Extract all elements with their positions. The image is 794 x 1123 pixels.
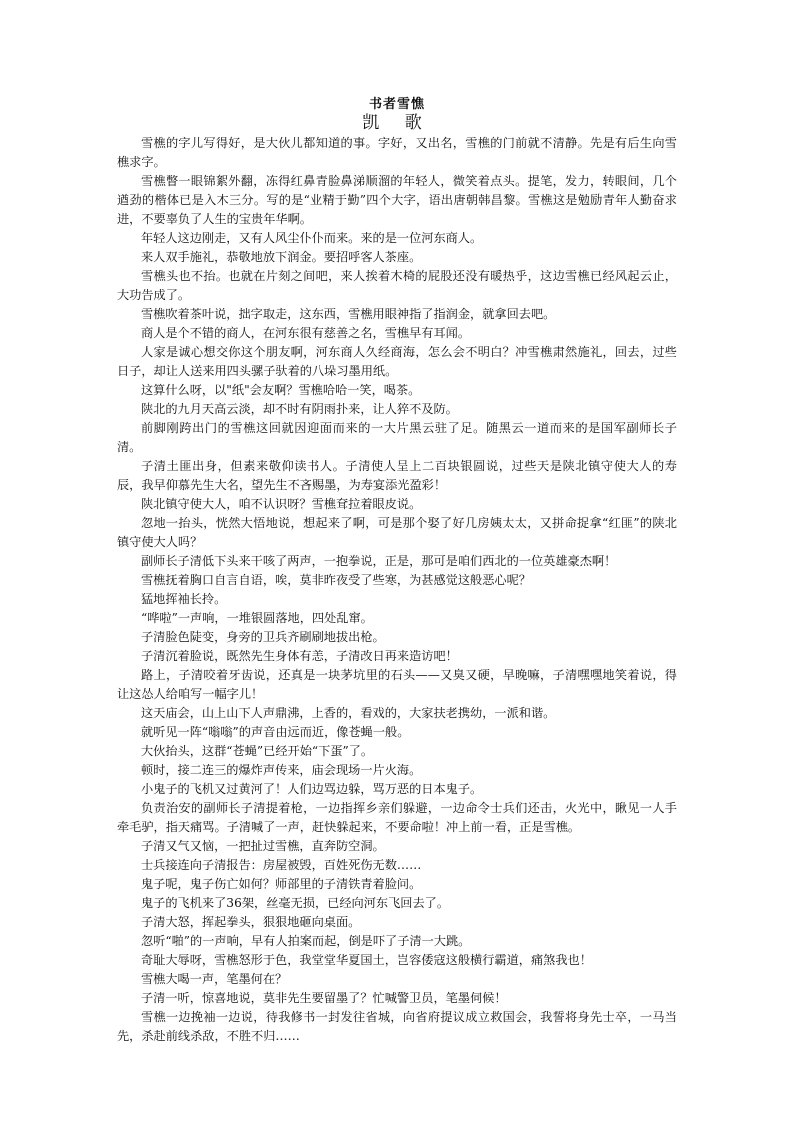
body-paragraph: 雪樵的字儿写得好，是大伙儿都知道的事。字好，又出名，雪樵的门前就不清静。先是有后生向雪樵求字。 bbox=[117, 136, 677, 169]
body-paragraph: 前脚刚跨出门的雪樵这回就因迎面而来的一大片黑云驻了足。随黑云一道而来的是国军副师长子清。 bbox=[117, 421, 677, 454]
body-paragraph: 就听见一阵“嗡嗡”的声音由远而近，像苍蝇一般。 bbox=[141, 725, 410, 739]
body-paragraph: 子清一听，惊喜地说，莫非先生要留墨了？忙喊警卫员，笔墨伺候！ bbox=[141, 991, 507, 1005]
body-paragraph: 子清大怒，挥起拳头，狠狠地砸向桌面。 bbox=[141, 915, 361, 929]
body-paragraph: 雪樵一边挽袖一边说，待我修书一封发往省城，向省府提议成立救国会，我誓将身先士卒，一马当先，杀赴前线杀敌，不胜不归…… bbox=[117, 1010, 677, 1043]
body-paragraph: 这算什么呀，以"纸"会友啊？雪樵哈哈一笑，喝茶。 bbox=[141, 383, 421, 397]
body-paragraph: 雪樵大喝一声，笔墨何在？ bbox=[141, 972, 288, 986]
article bbox=[117, 96, 677, 1046]
body-paragraph: 士兵接连向子清报告：房屋被毁，百姓死伤无数…… bbox=[141, 858, 422, 872]
article-body bbox=[117, 134, 677, 1046]
body-paragraph: 雪樵瞥一眼锦絮外翻，冻得红鼻青脸鼻涕顺溜的年轻人，微笑着点头。提笔，发力，转眼间，几个遒劲的楷体已是入木三分。写的是“业精于勤”四个大字，语出唐朝韩昌黎。雪樵这是勉励青年人勤奋求进，不要辜负了人生的宝贵年华啊。 bbox=[117, 174, 677, 226]
body-paragraph: 陕北镇守使大人，咱不认识呀？雪樵耷拉着眼皮说。 bbox=[141, 497, 422, 511]
body-paragraph: 来人双手施礼，恭敬地放下润金。要招呼客人茶座。 bbox=[141, 250, 422, 264]
body-paragraph: 奇耻大辱呀，雪樵怒形于色，我堂堂华夏国土，岂容倭寇这般横行霸道，痛煞我也！ bbox=[141, 953, 592, 967]
article-author: 凯 歌 bbox=[362, 113, 432, 133]
body-paragraph: 忽地一抬头，恍然大悟地说，想起来了啊，可是那个娶了好几房姨太太，又拼命捉拿“红匪”的陕北镇守使大人吗？ bbox=[117, 516, 677, 549]
body-paragraph: 负责治安的副师长子清提着枪，一边指挥乡亲们躲避，一边命令士兵们还击，火光中，瞅见一人手牵毛驴，指天痛骂。子清喊了一声，赶快躲起来，不要命啦！冲上前一看，正是雪樵。 bbox=[117, 801, 677, 834]
body-paragraph: 副师长子清低下头来干咳了两声，一抱拳说，正是，那可是咱们西北的一位英雄豪杰啊！ bbox=[141, 554, 617, 568]
body-paragraph: 陕北的九月天高云淡，却不时有阴雨扑来，让人猝不及防。 bbox=[141, 402, 458, 416]
body-paragraph: 雪樵抚着胸口自言自语，唉，莫非昨夜受了些寒，为甚感觉这般恶心呢？ bbox=[141, 573, 531, 587]
body-paragraph: 商人是个不错的商人，在河东很有慈善之名，雪樵早有耳闻。 bbox=[141, 326, 471, 340]
body-paragraph: 子清土匪出身，但素来敬仰读书人。子清使人呈上二百块银圆说，过些天是陕北镇守使大人的寿辰，我早仰慕先生大名，望先生不吝赐墨，为寿宴添光盈彩！ bbox=[117, 459, 677, 492]
body-paragraph: 雪樵吹着茶叶说，拙字取走，这东西，雪樵用眼神指了指润金，就拿回去吧。 bbox=[141, 307, 556, 321]
body-paragraph: 鬼子的飞机来了36架，丝毫无损，已经向河东飞回去了。 bbox=[141, 896, 450, 910]
body-paragraph: 大伙抬头，这群“苍蝇”已经开始“下蛋”了。 bbox=[141, 744, 374, 758]
body-paragraph: 猛地挥袖长拎。 bbox=[141, 592, 227, 606]
body-paragraph: 子清又气又恼，一把扯过雪樵，直奔防空洞。 bbox=[141, 839, 385, 853]
body-paragraph: 忽听“啪”的一声响，早有人拍案而起，倒是吓了子清一大跳。 bbox=[141, 934, 471, 948]
body-paragraph: 子清沉着脸说，既然先生身体有恙，子清改日再来造访吧！ bbox=[141, 649, 458, 663]
body-paragraph: 顿时，接二连三的爆炸声传来，庙会现场一片火海。 bbox=[141, 763, 422, 777]
body-paragraph: 小鬼子的飞机又过黄河了！人们边骂边躲，骂万恶的日本鬼子。 bbox=[141, 782, 483, 796]
body-paragraph: 人家是诚心想交你这个朋友啊，河东商人久经商海，怎么会不明白？冲雪樵肃然施礼，回去，过些日子，却让人送来用四头骡子驮着的八垛习墨用纸。 bbox=[117, 345, 677, 378]
body-paragraph: 雪樵头也不抬。也就在片刻之间吧，来人挨着木椅的屁股还没有暖热乎，这边雪樵已经风起云止，大功告成了。 bbox=[117, 269, 677, 302]
body-paragraph: “哗啦”一声响，一堆银圆落地，四处乱窜。 bbox=[141, 611, 373, 625]
body-paragraph: 鬼子呢，鬼子伤亡如何？师部里的子清铁青着脸问。 bbox=[141, 877, 422, 891]
body-paragraph: 子清脸色陡变，身旁的卫兵齐刷刷地拔出枪。 bbox=[141, 630, 385, 644]
body-paragraph: 年轻人这边刚走，又有人风尘仆仆而来。来的是一位河东商人。 bbox=[141, 231, 483, 245]
body-paragraph: 这天庙会，山上山下人声鼎沸，上香的，看戏的，大家扶老携幼，一派和谐。 bbox=[141, 706, 556, 720]
article-title: 书者雪憔 bbox=[368, 97, 425, 112]
body-paragraph: 路上，子清咬着牙齿说，还真是一块茅坑里的石头——又臭又硬，早晚嘛，子清嘿嘿地笑着说，得让这怂人给咱写一幅字儿！ bbox=[117, 668, 677, 701]
